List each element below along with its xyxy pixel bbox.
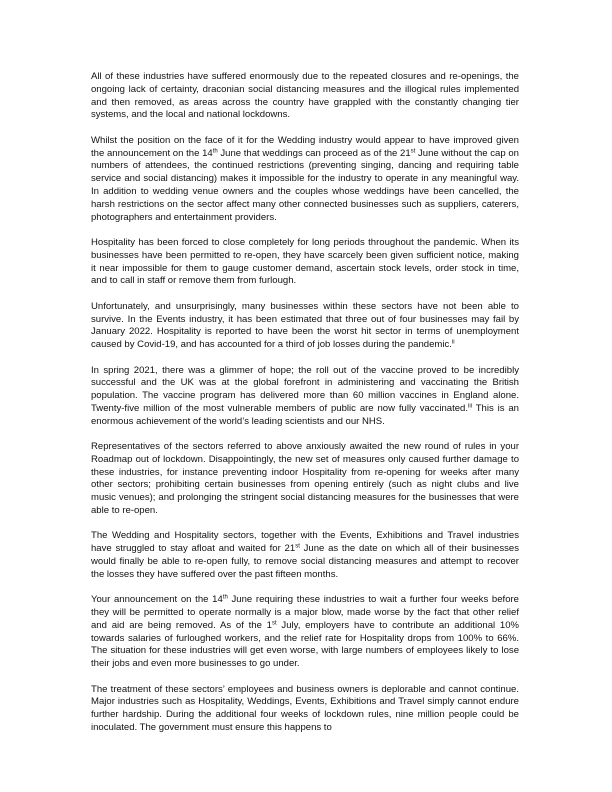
paragraph-text: Whilst the position on the face of it for the Wedding industry would appear to have improved given the announcement on the 14 — [91, 134, 519, 159]
paragraph-text: Your announcement on the 14 — [91, 594, 223, 606]
paragraph-text: Hospitality has been forced to close completely for long periods throughout the pandemic. When its businesses have been permitted to re-open, they have scarcely been given sufficient notice, making it near impossible for them to gauge customer demand, ascertain stock levels, order stock in time, and to call in staff or remove them from furlough. — [91, 236, 519, 287]
body-paragraph — [91, 71, 519, 122]
body-paragraph — [91, 135, 519, 225]
superscript: st — [295, 543, 300, 550]
superscript: st — [271, 620, 277, 627]
body-paragraph — [91, 365, 519, 429]
paragraph-text: June that weddings can proceed as of the 21 — [217, 147, 411, 159]
superscript: iii — [468, 403, 473, 410]
superscript: th — [222, 594, 228, 601]
paragraph-text: July, employers have to contribute an additional 10% towards salaries of furloughed workers, and the relief rate for Hospitality drops from 100% to 66%. The situation for these industries will get even worse, with large numbers of employees likely to lose their jobs and even more businesses to go under. — [91, 619, 520, 670]
paragraph-text: In spring 2021, there was a glimmer of hope; the roll out of the vaccine proved to be incredibly successful and the UK was at the global forefront in administering and vaccinating the British population. The vaccine program has delivered more than 60 million vaccines in England alone. Twenty-five million of the most vulnerable members of public are now fully vaccinated. — [91, 364, 519, 414]
superscript: st — [410, 148, 416, 155]
paragraph-text: Representatives of the sectors referred to above anxiously awaited the new round of rules in your Roadmap out of lockdown. Disappointingly, the new set of measures only caused further damage to these industries, for instance preventing indoor Hospitality from re-opening for weeks after many other sectors; prohibiting certain businesses from opening entirely (such as night clubs and live music venues); and prolonging the stringent social distancing measures for the businesses that were able to re-open. — [91, 441, 519, 517]
paragraph-text: All of these industries have suffered enormously due to the repeated closures and re-openings, the ongoing lack of certainty, draconian social distancing measures and the illogical rules implemented and then removed, as areas across the country have grappled with the constantly changing tier systems, and the local and national lockdowns. — [91, 71, 519, 121]
body-paragraph — [91, 594, 519, 671]
superscript: ii — [451, 339, 455, 346]
paragraph-text: Unfortunately, and unsurprisingly, many businesses within these sectors have not been able to survive. In the Events industry, it has been estimated that three out of four businesses may fail by January 2022. Hospitality is reported to have been the worst hit sector in terms of unemployment caused by Covid-19, and has accounted for a third of job losses during the pandemic. — [91, 300, 519, 351]
paragraph-text: June as the date on which all of their businesses would finally be able to re-open fully, to remove social distancing measures and attempt to recover the losses they have suffered over the past fifteen months. — [91, 543, 519, 580]
paragraph-text: June without the cap on numbers of attendees, the continued restrictions (preventing singing, dancing and requiring table service and social distancing) makes it impossible for the industry to operate in any meaningful way. In addition to wedding venue owners and the couples whose weddings have been cancelled, the harsh restrictions on the sector affect many other connected businesses such as suppliers, caterers, photographers and entertainment providers. — [91, 147, 519, 223]
body-paragraph — [91, 530, 519, 581]
body-paragraph — [91, 684, 519, 735]
paragraph-text: The Wedding and Hospitality sectors, together with the Events, Exhibitions and Travel industries have struggled to stay afloat and waited for 21 — [91, 530, 519, 555]
body-paragraph — [91, 301, 519, 352]
paragraph-text: The treatment of these sectors’ employees and business owners is deplorable and cannot continue. Major industries such as Hospitality, Weddings, Events, Exhibitions and Travel simply cannot endure further hardship. During the additional four weeks of lockdown rules, nine million people could be inoculated. The government must ensure this happens to — [91, 683, 519, 734]
paragraph-text: This is an enormous achievement of the world’s leading scientists and our NHS. — [91, 402, 519, 427]
document-body — [91, 71, 519, 735]
superscript: th — [212, 148, 218, 155]
body-paragraph — [91, 441, 519, 518]
paragraph-text: June requiring these industries to wait a further four weeks before they will be permitted to operate normally is a major blow, made worse by the fact that other relief and aid are being removed. As of the 1 — [91, 594, 519, 631]
body-paragraph — [91, 237, 519, 288]
